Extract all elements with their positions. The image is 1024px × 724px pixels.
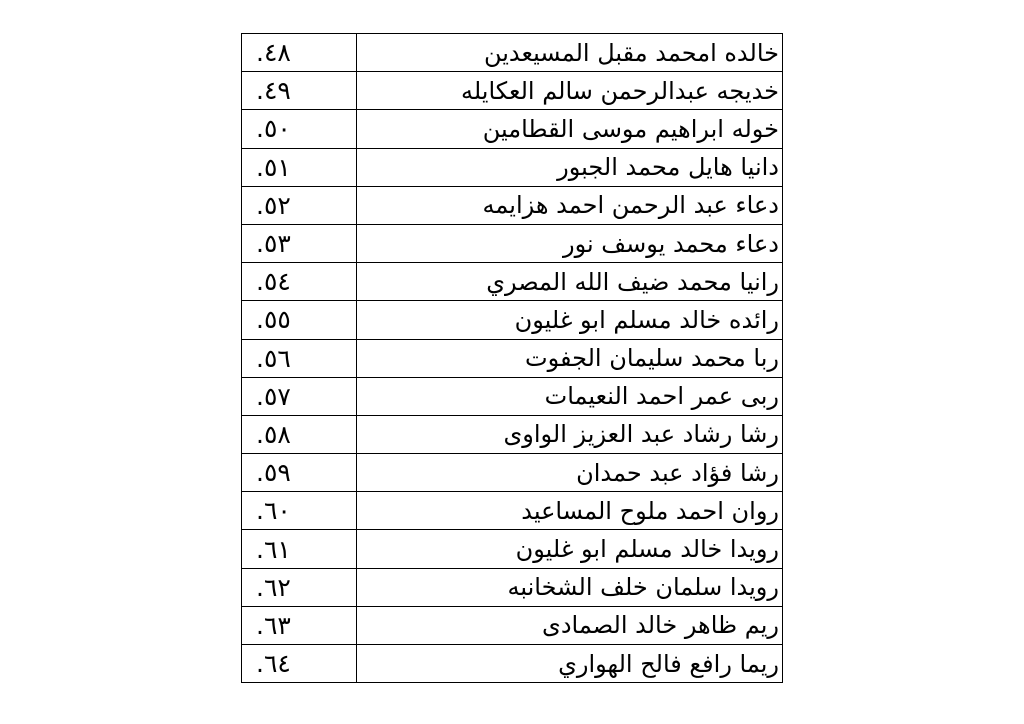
- row-number: .٤٩: [256, 76, 291, 106]
- student-name: رائده خالد مسلم ابو غليون: [357, 301, 783, 339]
- row-number-cell: [242, 415, 357, 453]
- row-number: .٦٠: [256, 496, 291, 526]
- table-row: [242, 492, 783, 530]
- table-row: [242, 568, 783, 606]
- row-number-cell: [242, 186, 357, 224]
- student-name: خديجه عبدالرحمن سالم العكايله: [357, 72, 783, 110]
- student-name: خالده امحمد مقبل المسيعدين: [357, 34, 783, 72]
- table-row: [242, 301, 783, 339]
- student-name: روان احمد ملوح المساعيد: [357, 492, 783, 530]
- student-name: رويدا سلمان خلف الشخانبه: [357, 568, 783, 606]
- table-row: [242, 415, 783, 453]
- row-number: .٦٢: [256, 572, 291, 602]
- row-number: .٥٦: [256, 343, 291, 373]
- student-name: دانيا هايل محمد الجبور: [357, 148, 783, 186]
- student-name: رشا فؤاد عبد حمدان: [357, 454, 783, 492]
- row-number: .٦١: [256, 534, 291, 564]
- row-number-cell: [242, 645, 357, 683]
- row-number-cell: [242, 339, 357, 377]
- student-name: دعاء محمد يوسف نور: [357, 224, 783, 262]
- row-number: .٦٤: [256, 649, 291, 679]
- table-row: [242, 377, 783, 415]
- row-number-cell: [242, 492, 357, 530]
- row-number: .٦٣: [256, 610, 291, 640]
- table-row: [242, 72, 783, 110]
- row-number-cell: [242, 148, 357, 186]
- row-number-cell: [242, 224, 357, 262]
- table-row: [242, 263, 783, 301]
- names-table-body: [242, 34, 783, 683]
- table-row: [242, 339, 783, 377]
- student-name: ريم ظاهر خالد الصمادى: [357, 606, 783, 644]
- table-row: [242, 606, 783, 644]
- table-row: [242, 530, 783, 568]
- row-number-cell: [242, 377, 357, 415]
- table-row: [242, 224, 783, 262]
- row-number-cell: [242, 72, 357, 110]
- row-number-cell: [242, 263, 357, 301]
- row-number: .٥٧: [256, 381, 291, 411]
- row-number: .٥٥: [256, 305, 291, 335]
- row-number-cell: [242, 454, 357, 492]
- table-row: [242, 110, 783, 148]
- student-name: رشا رشاد عبد العزيز الواوى: [357, 415, 783, 453]
- row-number: .٥٢: [256, 190, 291, 220]
- row-number-cell: [242, 568, 357, 606]
- row-number: .٥١: [256, 152, 291, 182]
- student-name: ربا محمد سليمان الجفوت: [357, 339, 783, 377]
- row-number: .٥٣: [256, 229, 291, 259]
- table-row: [242, 454, 783, 492]
- row-number-cell: [242, 606, 357, 644]
- student-name: رويدا خالد مسلم ابو غليون: [357, 530, 783, 568]
- table-row: [242, 148, 783, 186]
- row-number: .٥٤: [256, 267, 291, 297]
- row-number: .٤٨: [256, 38, 291, 68]
- row-number-cell: [242, 110, 357, 148]
- student-name: ربى عمر احمد النعيمات: [357, 377, 783, 415]
- student-name: رانيا محمد ضيف الله المصري: [357, 263, 783, 301]
- row-number: .٥٠: [256, 114, 291, 144]
- table-row: [242, 645, 783, 683]
- student-name: خوله ابراهيم موسى القطامين: [357, 110, 783, 148]
- table-row: [242, 186, 783, 224]
- table-row: [242, 34, 783, 72]
- row-number-cell: [242, 301, 357, 339]
- row-number: .٥٩: [256, 458, 291, 488]
- names-table: [241, 33, 783, 683]
- student-name: دعاء عبد الرحمن احمد هزايمه: [357, 186, 783, 224]
- row-number: .٥٨: [256, 419, 291, 449]
- student-name: ريما رافع فالح الهواري: [357, 645, 783, 683]
- row-number-cell: [242, 530, 357, 568]
- row-number-cell: [242, 34, 357, 72]
